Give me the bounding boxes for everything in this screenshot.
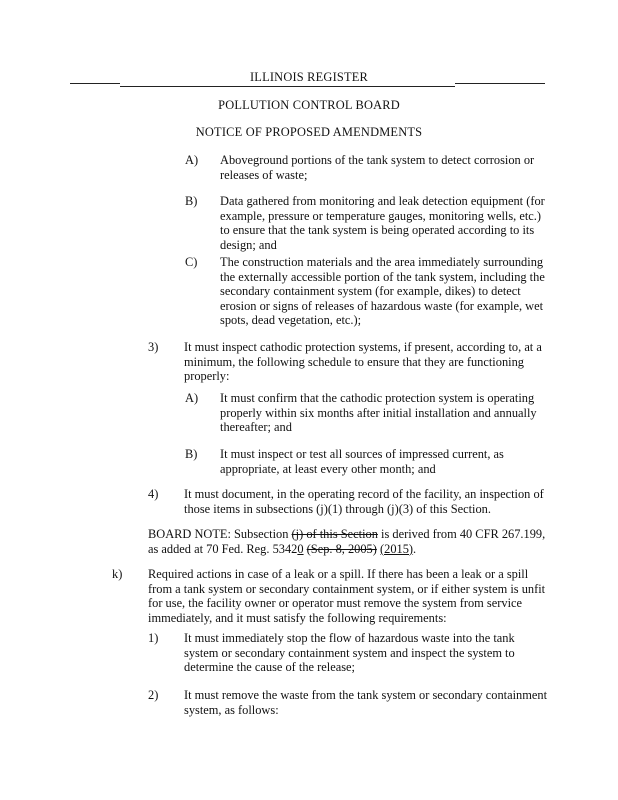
board-note-inserted-digit: 0 [297,541,304,556]
item-4-label: 4) [148,487,159,501]
item-b-label: B) [185,194,198,208]
item-a-label: A) [185,153,199,167]
item-4-text: It must document, in the operating record of the facility, an inspection of those items in subsections (j)(1) through (j)(3) of this Section. [184,487,544,516]
board-note [148,527,548,556]
item-k2-label: 2) [148,688,159,702]
item-k2-text: It must remove the waste from the tank system or secondary containment system, as follows: [184,688,548,717]
item-3a-text: It must confirm that the cathodic protection system is operating properly within six months after initial installation and annually thereafter; and [220,391,537,435]
item-k1-text: It must immediately stop the flow of hazardous waste into the tank system or secondary containment system and inspect the system to determine the cause of the release; [184,631,515,675]
item-a-text: Aboveground portions of the tank system to detect corrosion or releases of waste; [220,153,535,182]
notice-title: NOTICE OF PROPOSED AMENDMENTS [195,125,423,139]
register-title: ILLINOIS REGISTER [249,70,368,84]
board-note-deleted-reference: (j) of this Section [291,527,378,541]
item-3a-label: A) [185,391,199,405]
item-k-label: k) [112,567,123,581]
item-b-text: Data gathered from monitoring and leak detection equipment (for example, pressure or temperature gauges, monitoring wells, etc.) to ensure that the tank system is being operated according to its design; and [220,194,545,252]
item-3-text: It must inspect cathodic protection systems, if present, according to, at a minimum, the following schedule to ensure that they are functioning properly: [184,340,542,384]
item-k1-label: 1) [148,631,159,645]
board-note-deleted-date: (Sep. 8, 2005) [306,541,377,556]
header-rule-main [120,86,455,87]
board-note-prefix: BOARD NOTE: Subsection [148,527,292,541]
item-3b-label: B) [185,447,198,461]
board-note-suffix: . [413,541,417,556]
item-3-label: 3) [148,340,159,354]
item-3b-text: It must inspect or test all sources of impressed current, as appropriate, at least every other month; and [220,447,504,476]
board-title: POLLUTION CONTROL BOARD [218,98,400,112]
item-c-text: The construction materials and the area immediately surrounding the externally accessible portion of the tank system, including the secondary containment system (for example, dikes) to detect erosion or signs of releases of hazardous waste (for example, wet spots, dead vegetation, etc.); [220,255,545,328]
board-note-citation: is derived from 40 CFR 267.199, as added at 70 Fed. Reg. 5342 [148,527,546,556]
board-note-inserted-year: (2015) [380,541,414,556]
item-c-label: C) [185,255,198,269]
item-k-text: Required actions in case of a leak or a spill. If there has been a leak or a spill from a tank system or secondary containment system, or if either system is unfit for use, the facility owner or operator must remove the system from service immediately, and it must satisfy the following requirements: [148,567,546,625]
